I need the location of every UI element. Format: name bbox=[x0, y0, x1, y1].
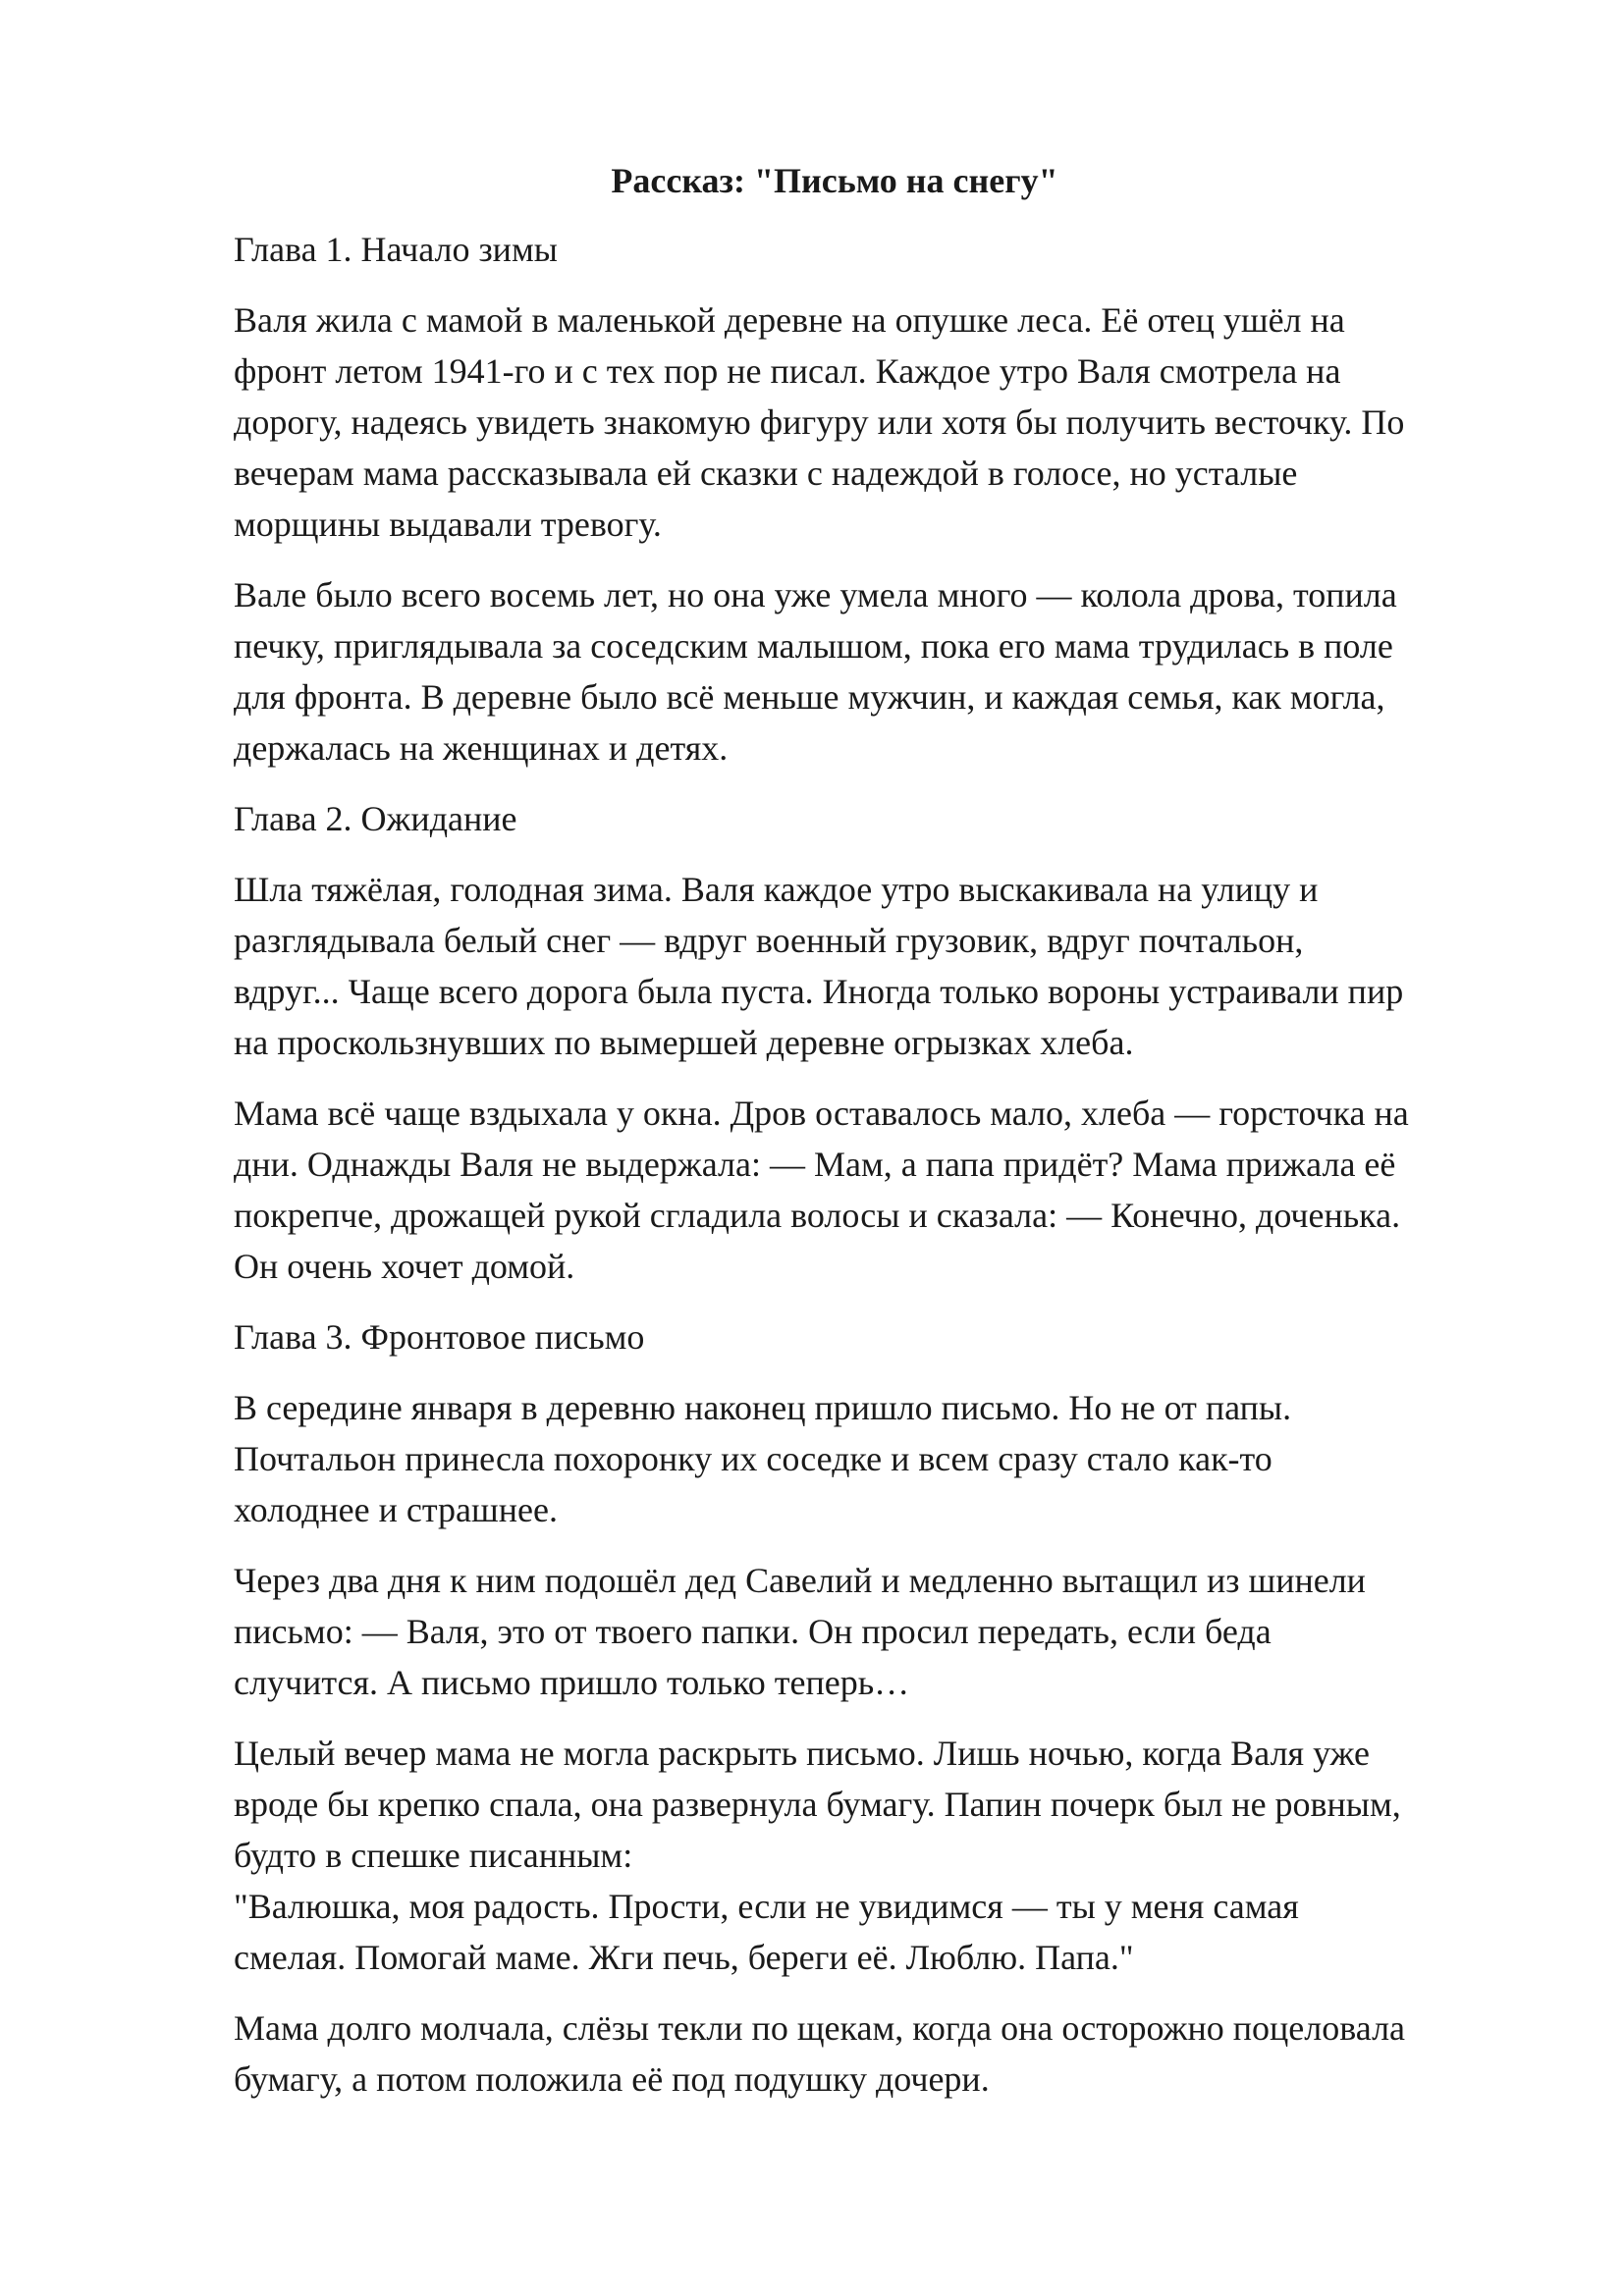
text-line: "Валюшка, моя радость. Прости, если не увидимся — ты у меня самая bbox=[234, 1887, 1299, 1926]
text-line: Мама долго молчала, слёзы текли по щекам, когда она осторожно поцеловала bbox=[234, 2008, 1406, 2048]
text-line: Мама всё чаще вздыхала у окна. Дров оставалось мало, хлеба — горсточка на bbox=[234, 1094, 1409, 1133]
paragraph bbox=[234, 1555, 1530, 1708]
text-line: смелая. Помогай маме. Жги печь, береги её. Люблю. Папа." bbox=[234, 1938, 1134, 1977]
text-line: дни. Однажды Валя не выдержала: — Мам, а папа придёт? Мама прижала её bbox=[234, 1145, 1396, 1184]
text-line: Через два дня к ним подошёл дед Савелий и медленно вытащил из шинели bbox=[234, 1561, 1366, 1600]
text-line: Глава 1. Начало зимы bbox=[234, 230, 558, 269]
text-line: Валя жила с мамой в маленькой деревне на опушке леса. Её отец ушёл на bbox=[234, 300, 1345, 340]
text-line: покрепче, дрожащей рукой сгладила волосы и сказала: — Конечно, доченька. bbox=[234, 1196, 1401, 1235]
text-line: В середине января в деревню наконец пришло письмо. Но не от папы. bbox=[234, 1388, 1292, 1427]
text-line: держалась на женщинах и детях. bbox=[234, 728, 729, 768]
text-line: вроде бы крепко спала, она развернула бумагу. Папин почерк был не ровным, bbox=[234, 1785, 1401, 1824]
chapter-heading bbox=[234, 1311, 1526, 1362]
text-line: вечерам мама рассказывала ей сказки с надеждой в голосе, но усталые bbox=[234, 454, 1298, 493]
paragraph bbox=[234, 2002, 1530, 2105]
text-line: Почтальон принесла похоронку их соседке и всем сразу стало как-то bbox=[234, 1439, 1272, 1478]
text-line: холоднее и страшнее. bbox=[234, 1490, 558, 1529]
chapter-heading bbox=[234, 793, 1526, 844]
text-line: Глава 2. Ожидание bbox=[234, 799, 517, 838]
paragraph bbox=[234, 294, 1530, 550]
text-line: печку, приглядывала за соседским малышом, пока его мама трудилась в поле bbox=[234, 626, 1393, 666]
text-line: Глава 3. Фронтовое письмо bbox=[234, 1317, 645, 1357]
text-line: фронт летом 1941-го и с тех пор не писал. Каждое утро Валя смотрела на bbox=[234, 351, 1341, 391]
paragraph bbox=[234, 1088, 1530, 1292]
text-line: на проскользнувших по вымершей деревне огрызках хлеба. bbox=[234, 1023, 1134, 1062]
paragraph bbox=[234, 1728, 1530, 1983]
text-line: вдруг... Чаще всего дорога была пуста. Иногда только вороны устраивали пир bbox=[234, 972, 1404, 1011]
text-line: письмо: — Валя, это от твоего папки. Он просил передать, если беда bbox=[234, 1612, 1272, 1651]
story-body bbox=[234, 224, 1526, 2105]
text-line: Вале было всего восемь лет, но она уже умела много — колола дрова, топила bbox=[234, 575, 1397, 614]
chapter-heading bbox=[234, 224, 1526, 275]
text-line: разглядывала белый снег — вдруг военный грузовик, вдруг почтальон, bbox=[234, 921, 1304, 960]
text-line: Целый вечер мама не могла раскрыть письмо. Лишь ночью, когда Валя уже bbox=[234, 1734, 1371, 1773]
story-title: Рассказ: "Письмо на снегу" bbox=[611, 161, 1058, 200]
text-line: Шла тяжёлая, голодная зима. Валя каждое утро выскакивала на улицу и bbox=[234, 870, 1319, 909]
text-line: морщины выдавали тревогу. bbox=[234, 505, 662, 544]
paragraph bbox=[234, 569, 1530, 774]
paragraph bbox=[234, 864, 1530, 1068]
text-line: бумагу, а потом положила её под подушку дочери. bbox=[234, 2059, 990, 2099]
paragraph bbox=[234, 1382, 1530, 1535]
text-line: случится. А письмо пришло только теперь… bbox=[234, 1663, 910, 1702]
text-line: будто в спешке писанным: bbox=[234, 1836, 633, 1875]
text-line: дорогу, надеясь увидеть знакомую фигуру или хотя бы получить весточку. По bbox=[234, 402, 1405, 442]
text-line: Он очень хочет домой. bbox=[234, 1247, 575, 1286]
text-line: для фронта. В деревне было всё меньше мужчин, и каждая семья, как могла, bbox=[234, 677, 1385, 717]
